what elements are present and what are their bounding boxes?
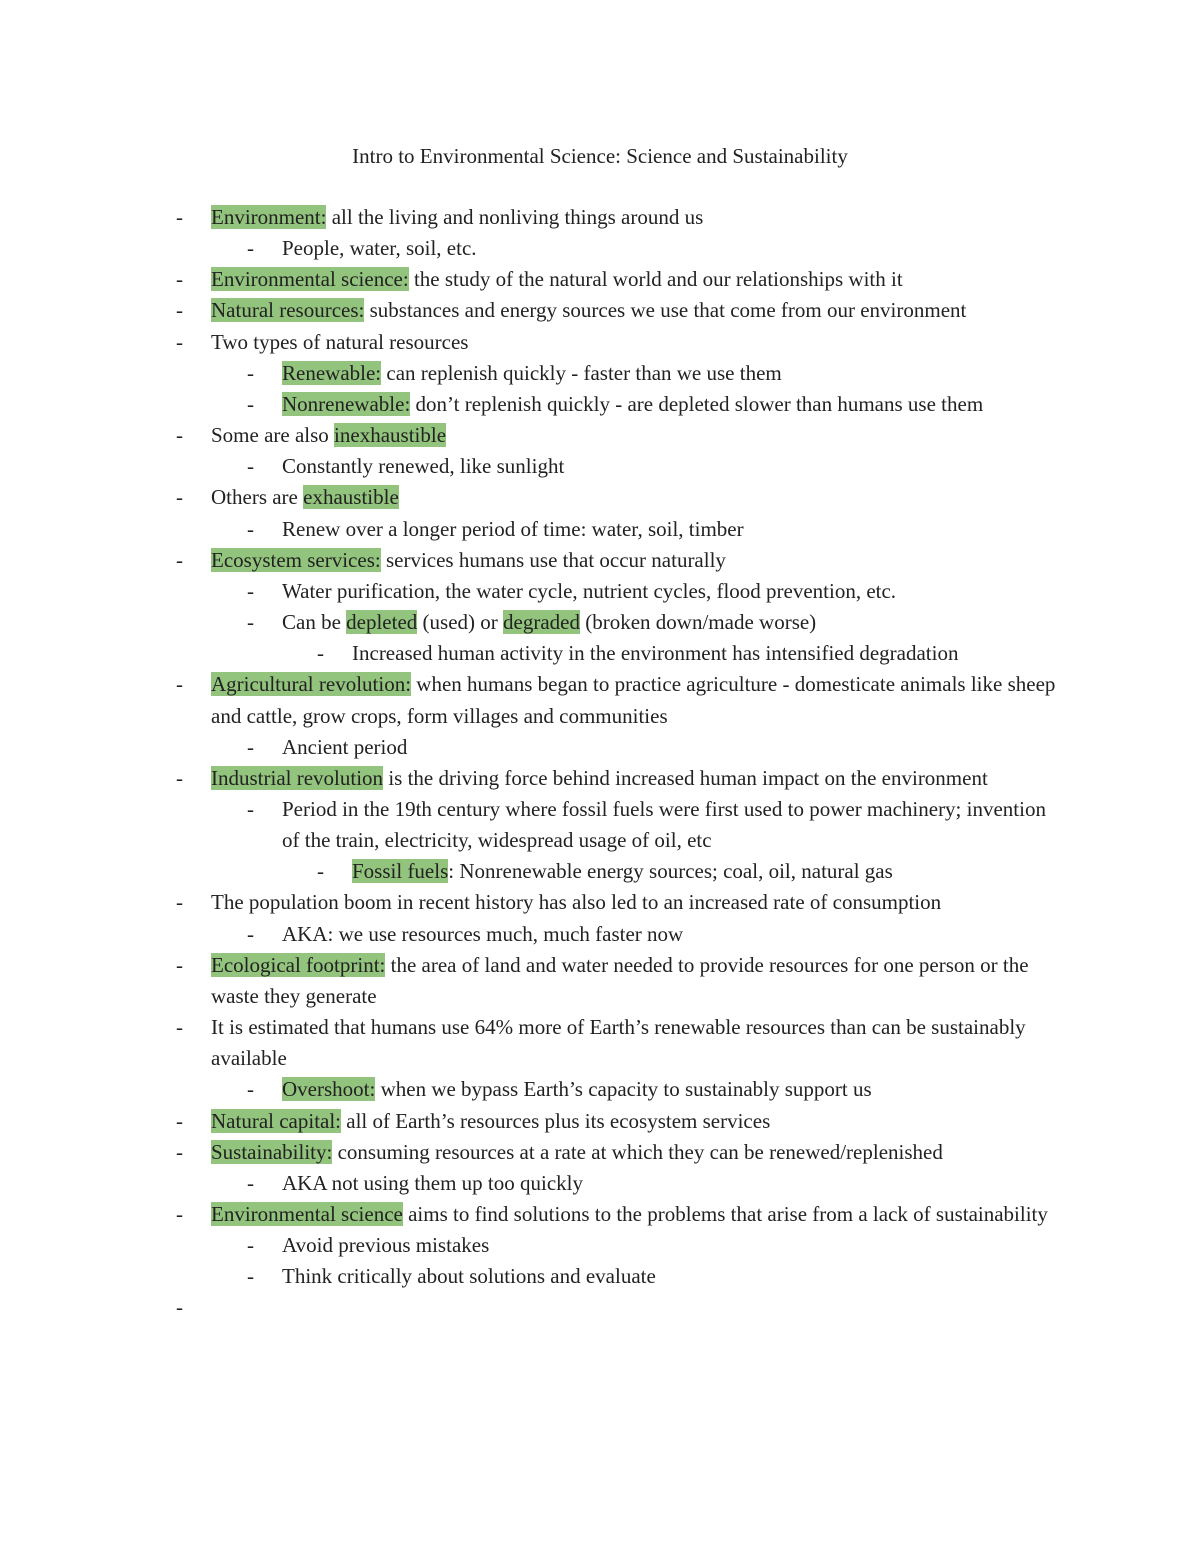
list-item-text — [282, 1168, 1062, 1199]
list-item-text — [282, 1074, 1062, 1105]
bullet-dash-icon: - — [176, 952, 183, 977]
list-item-text — [282, 1230, 1062, 1261]
text-run: It is estimated that humans use 64% more of Earth’s renewable resources than can be sustainably available — [211, 1015, 1026, 1071]
list-item-text — [282, 607, 1062, 638]
bullet-dash-icon: - — [247, 578, 254, 603]
highlighted-term: Overshoot: — [282, 1077, 376, 1102]
text-run: the study of the natural world and our relationships with it — [408, 267, 903, 292]
list-item — [0, 856, 1200, 887]
text-run: is the driving force behind increased human impact on the environment — [383, 765, 988, 790]
list-item-text — [282, 389, 1062, 420]
text-run: all the living and nonliving things around us — [326, 205, 704, 229]
text-run: Can be — [282, 610, 347, 635]
list-item-text — [211, 327, 1071, 358]
bullet-dash-icon: - — [176, 1202, 183, 1226]
text-run: Constantly renewed, like sunlight — [282, 454, 565, 479]
bullet-dash-icon: - — [247, 1170, 254, 1195]
list-item-text — [282, 794, 1062, 856]
text-run: don’t replenish quickly - are depleted slower than humans use them — [410, 391, 984, 416]
highlighted-term: Agricultural revolution: — [211, 672, 412, 697]
bullet-dash-icon: - — [247, 236, 254, 261]
bullet-dash-icon: - — [247, 1233, 254, 1258]
highlighted-term: Environment: — [211, 205, 327, 229]
text-run: (broken down/made worse) — [580, 610, 817, 635]
list-item — [0, 202, 1200, 233]
bullet-dash-icon: - — [247, 610, 254, 635]
text-run: : Nonrenewable energy sources; coal, oil, natural gas — [448, 859, 893, 884]
list-item — [0, 1168, 1200, 1199]
list-item-text — [282, 233, 1062, 264]
highlighted-term: Ecosystem services: — [211, 547, 381, 572]
highlighted-term: Sustainability: — [211, 1139, 333, 1164]
highlighted-term: Nonrenewable: — [282, 391, 411, 416]
text-run: Think critically about solutions and evaluate — [282, 1264, 656, 1289]
list-item — [0, 358, 1200, 389]
bullet-dash-icon: - — [317, 859, 324, 884]
list-item-text — [211, 482, 1071, 513]
list-item — [0, 576, 1200, 607]
bullet-dash-icon: - — [176, 205, 183, 229]
list-item — [0, 264, 1200, 295]
list-item — [0, 1292, 1200, 1323]
list-item — [0, 389, 1200, 420]
list-item — [0, 482, 1200, 513]
bullet-dash-icon: - — [176, 267, 183, 292]
list-item — [0, 669, 1200, 731]
list-item-text — [211, 202, 1071, 233]
text-run: can replenish quickly - faster than we use them — [381, 360, 782, 385]
list-item-text — [211, 1012, 1071, 1074]
text-run: Period in the 19th century where fossil fuels were first used to power machinery; invention of the train, electricity, widespread usage of oil, etc — [282, 796, 1046, 853]
highlighted-term: Ecological footprint: — [211, 952, 386, 977]
text-run: AKA not using them up too quickly — [282, 1170, 583, 1195]
list-item-text — [211, 950, 1071, 1012]
list-item-text — [211, 295, 1071, 326]
list-item — [0, 420, 1200, 451]
list-item — [0, 327, 1200, 358]
list-item-text — [211, 1137, 1071, 1168]
bullet-dash-icon: - — [317, 641, 324, 666]
list-item-text — [211, 763, 1071, 794]
bullet-dash-icon: - — [176, 1108, 183, 1133]
list-item-text — [282, 732, 1062, 763]
highlighted-term: Natural resources: — [211, 298, 365, 323]
text-run: consuming resources at a rate at which they can be renewed/replenished — [332, 1139, 943, 1164]
text-run: all of Earth’s resources plus its ecosystem services — [341, 1108, 771, 1133]
list-item — [0, 1137, 1200, 1168]
bullet-dash-icon: - — [176, 890, 183, 915]
text-run: the area of land and water needed to provide resources for one person or the waste they generate — [211, 952, 1029, 1008]
list-item — [0, 1261, 1200, 1292]
list-item-text — [282, 576, 1062, 607]
text-run: services humans use that occur naturally — [380, 547, 726, 572]
list-item — [0, 794, 1200, 856]
highlighted-term: depleted — [346, 610, 418, 635]
highlighted-term: Renewable: — [282, 360, 382, 385]
text-run: Increased human activity in the environment has intensified degradation — [352, 641, 959, 666]
bullet-dash-icon: - — [247, 360, 254, 385]
list-item — [0, 887, 1200, 918]
text-run: Others are — [211, 485, 304, 510]
document-title: Intro to Environmental Science: Science and Sustainability — [352, 144, 848, 168]
text-run: Water purification, the water cycle, nutrient cycles, flood prevention, etc. — [282, 578, 897, 603]
bullet-dash-icon: - — [176, 329, 183, 354]
bullet-dash-icon: - — [176, 485, 183, 510]
list-item-text — [352, 856, 1072, 887]
highlighted-term: Natural capital: — [211, 1108, 342, 1133]
list-item — [0, 919, 1200, 950]
bullet-dash-icon: - — [247, 734, 254, 759]
highlighted-term: inexhaustible — [334, 423, 447, 448]
list-item-text — [211, 1106, 1071, 1137]
list-item — [0, 607, 1200, 638]
list-item — [0, 950, 1200, 1012]
highlighted-term: Environmental science — [211, 1202, 403, 1226]
list-item-text — [282, 451, 1062, 482]
text-run: The population boom in recent history has also led to an increased rate of consumption — [211, 890, 942, 915]
highlighted-term: Industrial revolution — [211, 765, 384, 790]
list-item — [0, 514, 1200, 545]
list-item-text — [211, 1199, 1071, 1230]
list-item-text — [211, 669, 1071, 731]
list-item — [0, 1230, 1200, 1261]
text-run: aims to find solutions to the problems that arise from a lack of sustainability — [402, 1202, 1048, 1226]
list-item-text — [211, 545, 1071, 576]
bullet-dash-icon: - — [176, 298, 183, 323]
text-run: (used) or — [417, 610, 504, 635]
bullet-dash-icon: - — [247, 921, 254, 946]
bullet-dash-icon: - — [176, 672, 183, 697]
text-run: Renew over a longer period of time: water, soil, timber — [282, 516, 744, 541]
bullet-dash-icon: - — [176, 1139, 183, 1164]
list-item-text — [211, 1292, 1071, 1323]
text-run: Two types of natural resources — [211, 329, 469, 354]
highlighted-term: degraded — [503, 610, 580, 635]
bullet-dash-icon: - — [247, 1264, 254, 1289]
list-item-text — [282, 514, 1062, 545]
text-run: AKA: we use resources much, much faster now — [282, 921, 684, 946]
list-item-text — [211, 264, 1071, 295]
bullet-dash-icon: - — [247, 1077, 254, 1102]
list-item-text — [282, 1261, 1062, 1292]
notes-list — [0, 202, 1200, 1324]
bullet-dash-icon: - — [247, 454, 254, 479]
list-item — [0, 545, 1200, 576]
text-run: Some are also — [211, 423, 335, 448]
list-item — [0, 638, 1200, 669]
highlighted-term: Environmental science: — [211, 267, 409, 292]
bullet-dash-icon: - — [176, 547, 183, 572]
list-item — [0, 1074, 1200, 1105]
bullet-dash-icon: - — [247, 516, 254, 541]
list-item-text — [282, 358, 1062, 389]
list-item — [0, 451, 1200, 482]
list-item — [0, 1012, 1200, 1074]
list-item — [0, 295, 1200, 326]
highlighted-term: Fossil fuels — [352, 859, 449, 884]
list-item-text — [211, 420, 1071, 451]
bullet-dash-icon: - — [247, 391, 254, 416]
text-run: Avoid previous mistakes — [282, 1233, 490, 1258]
bullet-dash-icon: - — [176, 1015, 183, 1040]
list-item-text — [352, 638, 1072, 669]
bullet-dash-icon: - — [176, 765, 183, 790]
text-run: when humans began to practice agriculture - domesticate animals like sheep and cattle, grow crops, form villages and communities — [211, 672, 1056, 728]
list-item — [0, 1199, 1200, 1230]
list-item — [0, 1106, 1200, 1137]
highlighted-term: exhaustible — [303, 485, 399, 510]
list-item-text — [282, 919, 1062, 950]
list-item — [0, 233, 1200, 264]
text-run: substances and energy sources we use that come from our environment — [364, 298, 967, 323]
list-item — [0, 763, 1200, 794]
text-run: Ancient period — [282, 734, 408, 759]
bullet-dash-icon: - — [247, 796, 254, 821]
text-run: when we bypass Earth’s capacity to sustainably support us — [375, 1077, 872, 1102]
list-item — [0, 732, 1200, 763]
text-run: People, water, soil, etc. — [282, 236, 477, 261]
bullet-dash-icon: - — [176, 423, 183, 448]
bullet-dash-icon: - — [176, 1295, 183, 1320]
list-item-text — [211, 887, 1071, 918]
